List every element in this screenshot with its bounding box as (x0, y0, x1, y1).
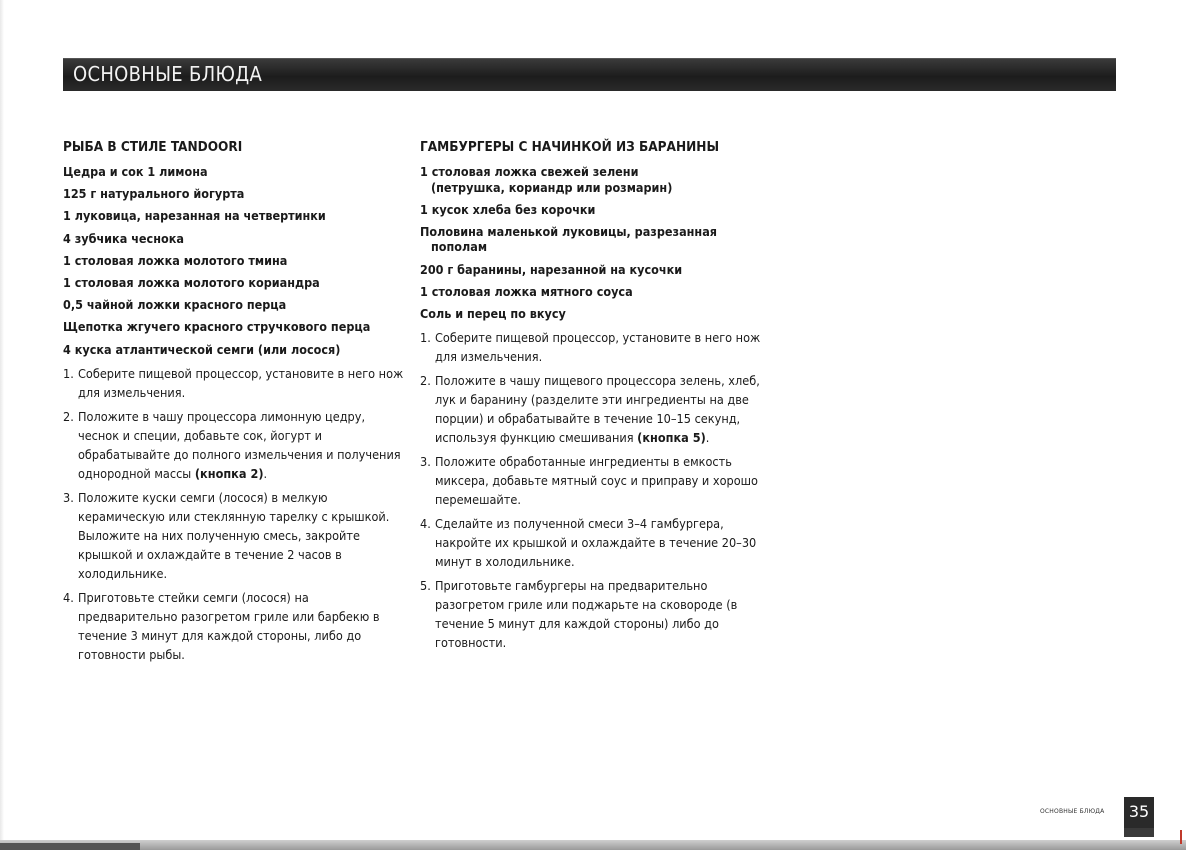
ingredient-line: 1 столовая ложка мятного соуса (420, 283, 633, 299)
ingredient-line: Цедра и сок 1 лимона (63, 164, 208, 179)
recipe-lamb-burgers (420, 139, 765, 657)
ingredient-line: 1 луковица, нарезанная на четвертинки (63, 208, 326, 224)
edge-mark (1180, 830, 1182, 844)
step-item: 1. Соберите пищевой процессор, установите в него нож для измельчения. (420, 330, 761, 365)
ingredient-line: 1 кусок хлеба без корочки (420, 201, 596, 217)
button-reference: (кнопка 2) (194, 465, 264, 481)
ingredient-line: Щепотка жгучего красного стручкового перца (63, 319, 371, 335)
ingredient-line: 1 столовая ложка молотого кориандра (63, 274, 320, 290)
section-title: ОСНОВНЫЕ БЛЮДА (73, 62, 263, 86)
step-item: 1. Соберите пищевой процессор, установите в него нож для измельчения. (63, 365, 404, 400)
step-item: 3. Положите куски семги (лосося) в мелкую керамическую или стеклянную тарелку с крышкой. Выложите на них полученную смесь, закройте крышкой и охлаждайте в течение 2 часов в холодильнике. (63, 489, 390, 581)
bottom-edge-strip (0, 840, 1186, 850)
ingredient-line: 200 г баранины, нарезанной на кусочки (420, 261, 683, 277)
ingredient-line: Соль и перец по вкусу (420, 305, 566, 321)
section-header-bar (63, 58, 1116, 91)
page-left-edge (0, 0, 4, 850)
ingredient-line: 4 куска атлантической семги (или лосося) (63, 341, 341, 357)
step-item: 4. Приготовьте стейки семги (лосося) на предварительно разогретом гриле или барбекю в течение 3 минут для каждой стороны, либо до готовности рыбы. (63, 589, 380, 662)
step-list (63, 364, 408, 664)
page-number: 35 (1124, 797, 1154, 828)
step-item: 5. Приготовьте гамбургеры на предварительно разогретом гриле или поджарьте на сковороде (в течение 5 минут для каждой стороны) либо до готовности. (420, 578, 738, 651)
bottom-edge-shadow (0, 843, 140, 850)
step-item: 2. Положите в чашу пищевого процессора зелень, хлеб, лук и баранину (разделите эти ингредиенты на две порции) и обрабатывайте в течение 10–15 секунд, используя функцию смешивания (кнопка 5). (420, 373, 760, 446)
footer-section-label: ОСНОВНЫЕ БЛЮДА (1040, 808, 1105, 815)
recipe-title: ГАМБУРГЕРЫ С НАЧИНКОЙ ИЗ БАРАНИНЫ (420, 139, 720, 155)
step-list (420, 328, 765, 652)
step-item: 2. Положите в чашу процессора лимонную цедру, чеснок и специи, добавьте сок, йогурт и обрабатывайте до полного измельчения и получения однородной массы (кнопка 2). (63, 408, 401, 481)
ingredient-line: Половина маленькой луковицы, разрезанная пополам (420, 223, 717, 255)
button-reference: (кнопка 5) (637, 430, 706, 446)
step-item: 4. Сделайте из полученной смеси 3–4 гамбургера, накройте их крышкой и охлаждайте в течение 20–30 минут в холодильнике. (420, 516, 757, 570)
ingredient-line: 1 столовая ложка молотого тмина (63, 252, 288, 268)
ingredient-line: 4 зубчика чеснока (63, 230, 184, 246)
ingredient-line: 0,5 чайной ложки красного перца (63, 297, 287, 313)
recipe-tandoori-fish (63, 139, 408, 669)
page-tab-stub (1124, 828, 1154, 837)
recipe-title: РЫБА В СТИЛЕ TANDOORI (63, 139, 243, 155)
step-item: 3. Положите обработанные ингредиенты в емкость миксера, добавьте мятный соус и приправу и хорошо перемешайте. (420, 454, 758, 508)
ingredient-line: 1 столовая ложка свежей зелени (петрушка, кориандр или розмарин) (420, 164, 673, 195)
ingredient-line: 125 г натурального йогурта (63, 186, 245, 202)
